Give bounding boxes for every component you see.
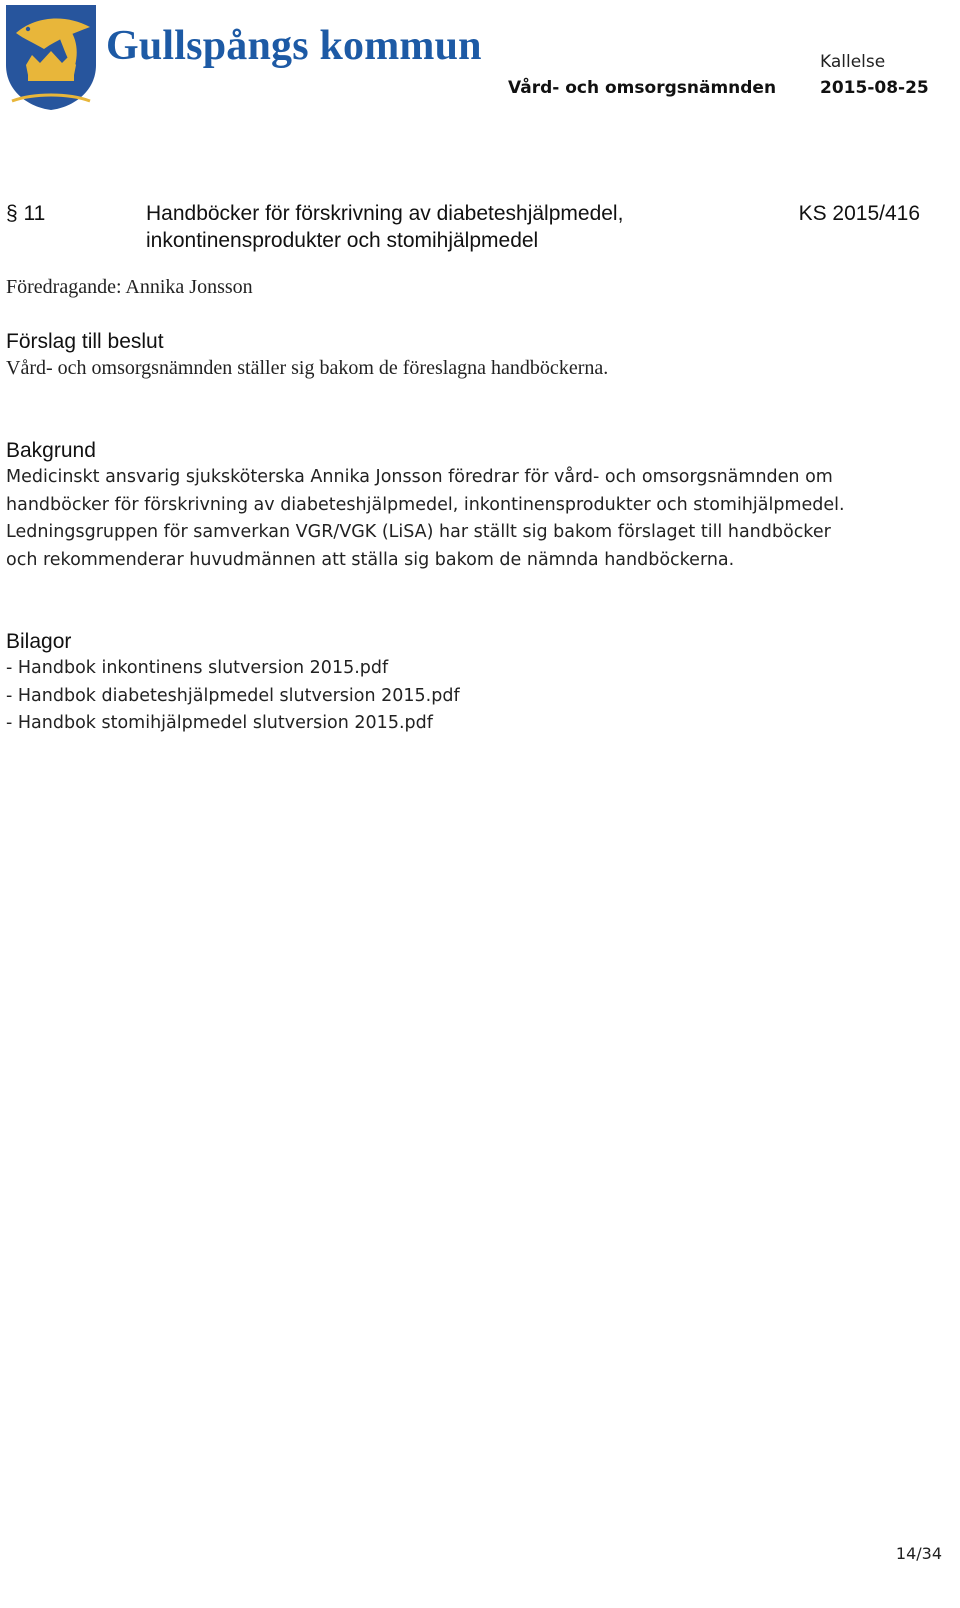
background-line: Ledningsgruppen för samverkan VGR/VGK (LiSA) har ställt sig bakom förslaget till handböcker — [6, 522, 831, 542]
page-number: 14/34 — [895, 1544, 942, 1563]
attachments-list — [6, 655, 920, 738]
background-text — [6, 464, 920, 574]
background-line: handböcker för förskrivning av diabeteshjälpmedel, inkontinensprodukter och stomihjälpmedel. — [6, 494, 845, 515]
attachment-item[interactable]: - Handbok diabeteshjälpmedel slutversion 2015.pdf — [6, 685, 460, 706]
item-title — [146, 200, 746, 254]
document-type: Kallelse — [820, 52, 886, 72]
background-line: och rekommenderar huvudmännen att ställa sig bakom de nämnda handböckerna. — [6, 549, 735, 570]
section-number: § 11 — [6, 202, 46, 225]
item-title-line: inkontinensprodukter och stomihjälpmedel — [146, 229, 539, 252]
attachments-heading: Bilagor — [6, 630, 72, 653]
proposal-heading: Förslag till beslut — [6, 330, 164, 353]
coat-of-arms-icon — [4, 3, 98, 111]
attachment-item[interactable]: - Handbok stomihjälpmedel slutversion 2015.pdf — [6, 713, 433, 733]
case-reference: KS 2015/416 — [798, 202, 920, 225]
meeting-date: 2015-08-25 — [820, 78, 929, 98]
municipality-name: Gullspångs kommun — [106, 23, 482, 69]
attachment-item[interactable]: - Handbok inkontinens slutversion 2015.pdf — [6, 658, 389, 678]
proposal-text: Vård- och omsorgsnämnden ställer sig bakom de föreslagna handböckerna. — [6, 357, 609, 379]
municipality-logo — [4, 3, 484, 115]
background-line: Medicinskt ansvarig sjuksköterska Annika Jonsson föredrar för vård- och omsorgsnämnden om — [6, 467, 833, 487]
background-heading: Bakgrund — [6, 439, 96, 462]
item-title-line: Handböcker för förskrivning av diabeteshjälpmedel, — [146, 202, 624, 225]
committee-name: Vård- och omsorgsnämnden — [508, 78, 777, 98]
presenter: Föredragande: Annika Jonsson — [6, 276, 253, 298]
